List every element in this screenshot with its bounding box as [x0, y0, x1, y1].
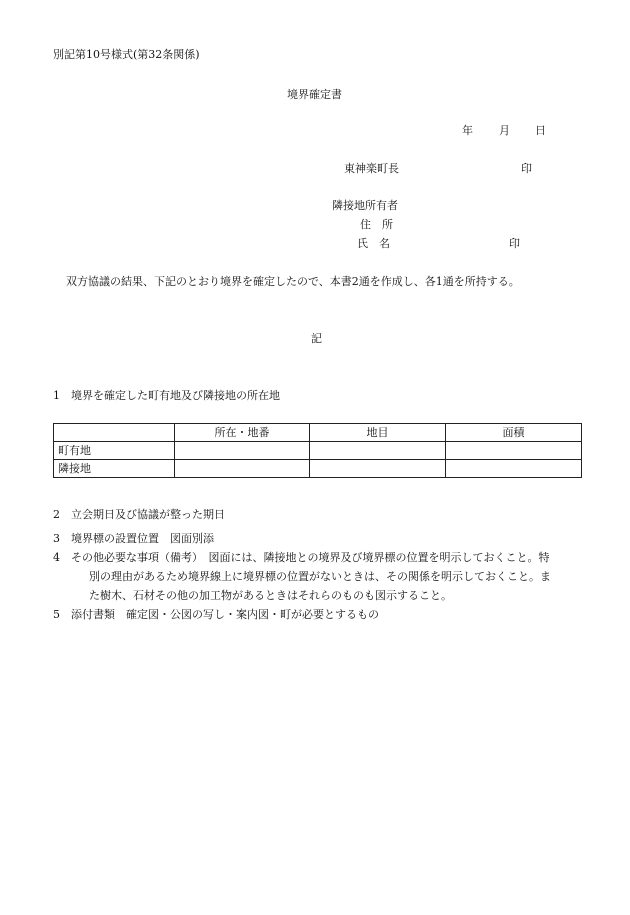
item-5: 5 添付書類 確定図・公図の写し・案内図・町が必要とするもの — [53, 608, 379, 621]
form-number: 別記第10号様式(第32条関係) — [53, 48, 200, 61]
owner-seal: 印 — [509, 237, 520, 250]
owner-address-label: 住 所 — [360, 218, 393, 231]
document-title: 境界確定書 — [287, 88, 342, 101]
ki-heading: 記 — [311, 332, 322, 345]
table-cell — [446, 442, 582, 460]
date-year: 年 — [462, 124, 473, 137]
date-month: 月 — [499, 124, 510, 137]
item-4-line-1: 4 その他必要な事項（備考） 図面には、隣接地との境界及び境界標の位置を明示しておくこと。特 — [53, 551, 550, 564]
table-cell — [310, 442, 446, 460]
intro-text: 双方協議の結果、下記のとおり境界を確定したので、本書2通を作成し、各1通を所持する。 — [66, 275, 520, 288]
table-header-cell — [54, 424, 175, 442]
table-header-row — [54, 424, 582, 442]
table-header-cell: 面積 — [446, 424, 582, 442]
table-row — [54, 442, 582, 460]
owner-name-label: 氏 名 — [357, 237, 390, 250]
item-4-line-3: た樹木、石材その他の加工物があるときはそれらのものも図示すること。 — [89, 589, 452, 602]
table-cell — [310, 460, 446, 478]
item-4-line-2: 別の理由があるため境界線上に境界標の位置がないときは、その関係を明示しておくこと。ま — [89, 570, 551, 583]
table-cell: 町有地 — [54, 442, 175, 460]
date-day: 日 — [535, 124, 546, 137]
table-header-cell: 地目 — [310, 424, 446, 442]
table-row — [54, 460, 582, 478]
addressee-seal: 印 — [521, 162, 532, 175]
table-cell — [175, 442, 310, 460]
item-1: 1 境界を確定した町有地及び隣接地の所在地 — [53, 389, 280, 402]
addressee-name: 東神楽町長 — [344, 162, 399, 175]
table-cell — [175, 460, 310, 478]
table-cell: 隣接地 — [54, 460, 175, 478]
item-3: 3 境界標の設置位置 図面別添 — [53, 532, 214, 545]
table-header-cell: 所在・地番 — [175, 424, 310, 442]
location-table — [53, 423, 582, 478]
table-cell — [446, 460, 582, 478]
item-2: 2 立会期日及び協議が整った期日 — [53, 508, 225, 521]
owner-label: 隣接地所有者 — [332, 199, 398, 212]
